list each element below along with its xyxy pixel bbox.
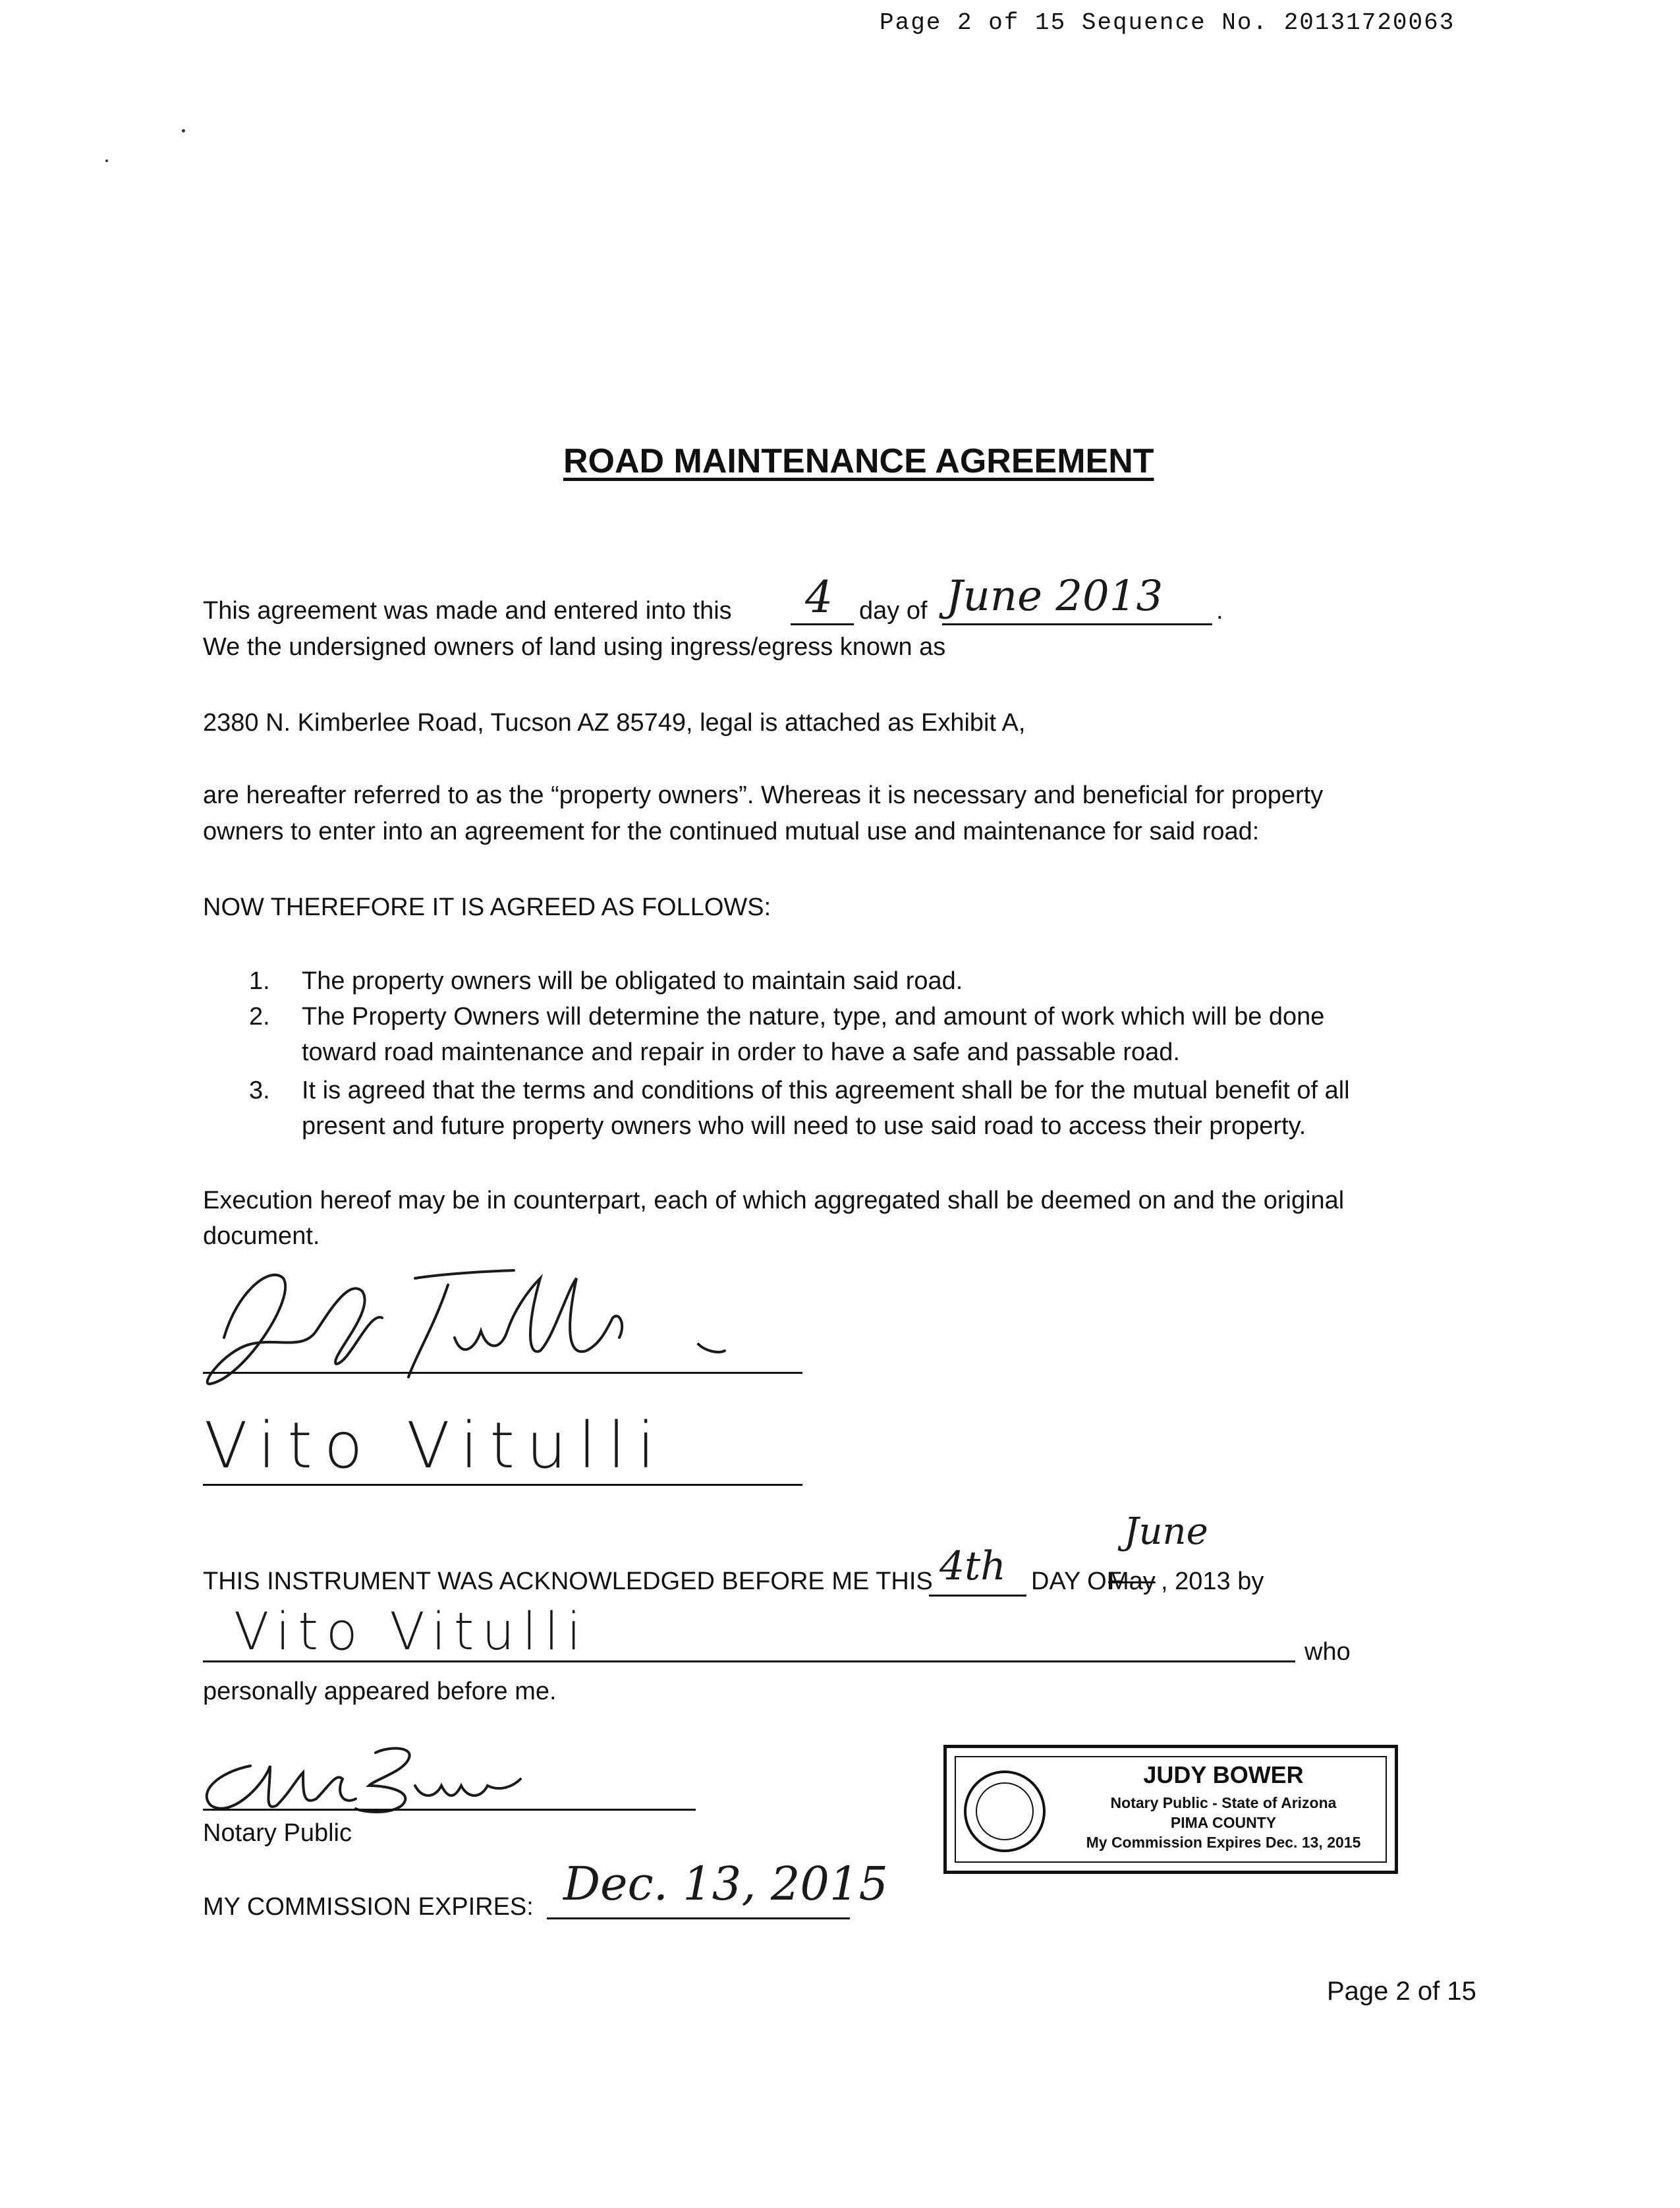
intro-text-line2: We the undersigned owners of land using ingress/egress known as <box>203 633 946 661</box>
ack-text-b: DAY OF <box>1031 1568 1122 1595</box>
handwritten-day: 4 <box>805 572 833 623</box>
notary-signature <box>191 1740 534 1825</box>
signer-signature <box>198 1252 777 1403</box>
term-number: 1. <box>249 967 270 995</box>
printed-name-line <box>203 1484 802 1486</box>
handwritten-date: June 2013 <box>946 572 1163 621</box>
intro-text-b: day of <box>859 597 928 625</box>
address-line: 2380 N. Kimberlee Road, Tucson AZ 85749, legal is attached as Exhibit A, <box>203 709 1026 737</box>
handwritten-ack-day: 4th <box>939 1543 1006 1589</box>
handwritten-printed-name: Vito Vitulli <box>204 1409 667 1483</box>
struck-month: May <box>1108 1568 1156 1595</box>
stamp-line: My Commission Expires Dec. 13, 2015 <box>1086 1834 1361 1851</box>
stamp-line: PIMA COUNTY <box>1170 1814 1277 1831</box>
term-number: 2. <box>249 1003 270 1031</box>
date-blank <box>942 623 1212 625</box>
ack-appeared: personally appeared before me. <box>203 1678 557 1705</box>
term-text: The Property Owners will determine the nature, type, and amount of work which will be done <box>302 1003 1325 1031</box>
stamp-line: Notary Public - State of Arizona <box>1110 1794 1337 1811</box>
notary-stamp <box>943 1745 1398 1874</box>
term-text: toward road maintenance and repair in order to have a safe and passable road. <box>302 1038 1180 1066</box>
state-seal-icon <box>964 1770 1046 1852</box>
recital-line2: owners to enter into an agreement for the continued mutual use and maintenance for said road: <box>203 818 1260 845</box>
scan-speck <box>182 129 185 132</box>
recital-line1: are hereafter referred to as the “property owners”. Whereas it is necessary and beneficial for property <box>203 781 1324 809</box>
handwritten-ack-name: Vito Vitulli <box>234 1602 589 1662</box>
scan-speck <box>105 159 108 162</box>
document-title: ROAD MAINTENANCE AGREEMENT <box>563 442 1154 480</box>
sequence-header: Page 2 of 15 Sequence No. 20131720063 <box>880 9 1455 36</box>
term-number: 3. <box>249 1077 270 1104</box>
ack-name-line <box>203 1660 1295 1662</box>
handwritten-month: June <box>1124 1510 1208 1553</box>
term-text: It is agreed that the terms and conditions of this agreement shall be for the mutual benefit of all <box>302 1077 1350 1104</box>
notary-label: Notary Public <box>203 1819 352 1847</box>
intro-text-a: This agreement was made and entered into this <box>203 597 732 625</box>
page-number-footer: Page 2 of 15 <box>1327 1977 1476 2006</box>
signature-line <box>203 1372 802 1374</box>
day-blank <box>791 623 854 625</box>
now-therefore-heading: NOW THEREFORE IT IS AGREED AS FOLLOWS: <box>203 893 771 921</box>
intro-period: . <box>1216 597 1223 625</box>
ack-text-c: , 2013 by <box>1161 1568 1264 1595</box>
commission-date-line <box>547 1917 850 1919</box>
ack-day-blank <box>929 1595 1026 1597</box>
handwritten-commission-date: Dec. 13, 2015 <box>563 1857 888 1911</box>
term-text: The property owners will be obligated to maintain said road. <box>302 967 963 995</box>
commission-label: MY COMMISSION EXPIRES: <box>203 1893 534 1921</box>
ack-who: who <box>1304 1638 1351 1666</box>
ack-text-a: THIS INSTRUMENT WAS ACKNOWLEDGED BEFORE ME THIS <box>203 1568 933 1595</box>
execution-line2: document. <box>203 1222 320 1250</box>
term-text: present and future property owners who will need to use said road to access their property. <box>302 1112 1306 1140</box>
execution-line1: Execution hereof may be in counterpart, each of which aggregated shall be deemed on and the original <box>203 1187 1345 1214</box>
stamp-notary-name: JUDY BOWER <box>1143 1761 1304 1788</box>
notary-signature-line <box>203 1809 696 1811</box>
